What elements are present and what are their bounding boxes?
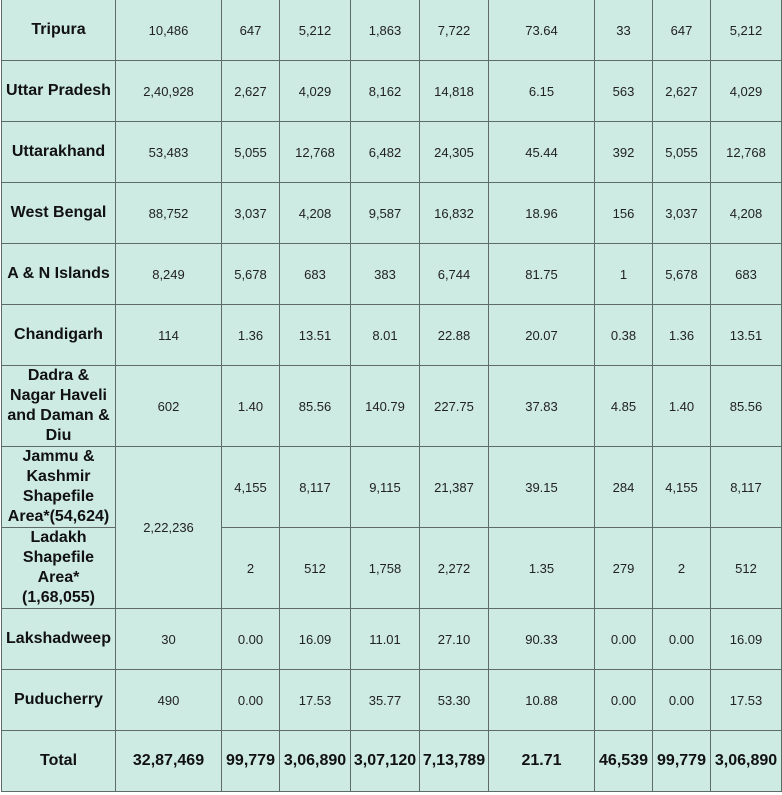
cell: 3,037 [653,183,711,244]
cell: 16,832 [420,183,489,244]
cell: 0.38 [595,305,653,366]
total-cell: 3,07,120 [351,731,420,792]
cell: 4.85 [595,366,653,447]
cell: 1.36 [653,305,711,366]
cell: 1.40 [222,366,280,447]
cell: 279 [595,528,653,609]
cell: 0.00 [595,670,653,731]
cell: 4,155 [653,447,711,528]
cell: 90.33 [489,609,595,670]
state-name: West Bengal [2,183,116,244]
cell: 9,115 [351,447,420,528]
total-cell: 46,539 [595,731,653,792]
cell: 683 [711,244,782,305]
cell: 45.44 [489,122,595,183]
total-cell: 21.71 [489,731,595,792]
cell: 8,117 [280,447,351,528]
cell: 8,162 [351,61,420,122]
cell: 11.01 [351,609,420,670]
cell: 2,40,928 [116,61,222,122]
state-name: Jammu & Kashmir Shapefile Area*(54,624) [2,447,116,528]
cell: 10,486 [116,0,222,61]
cell: 4,029 [711,61,782,122]
cell: 10.88 [489,670,595,731]
total-cell: 99,779 [653,731,711,792]
cell: 683 [280,244,351,305]
total-cell: 3,06,890 [280,731,351,792]
cell: 85.56 [280,366,351,447]
cell: 4,208 [280,183,351,244]
cell: 88,752 [116,183,222,244]
cell: 12,768 [711,122,782,183]
cell: 53,483 [116,122,222,183]
table-row [2,122,782,183]
cell: 5,212 [280,0,351,61]
cell: 85.56 [711,366,782,447]
cell: 35.77 [351,670,420,731]
cell: 0.00 [222,609,280,670]
state-name: Puducherry [2,670,116,731]
cell: 81.75 [489,244,595,305]
cell: 14,818 [420,61,489,122]
cell: 37.83 [489,366,595,447]
cell: 6.15 [489,61,595,122]
cell: 490 [116,670,222,731]
cell: 2 [653,528,711,609]
table-row [2,61,782,122]
total-label: Total [2,731,116,792]
cell: 1 [595,244,653,305]
cell: 17.53 [280,670,351,731]
cell: 563 [595,61,653,122]
table-row [2,366,782,447]
table-row [2,305,782,366]
table-row [2,183,782,244]
cell: 8,117 [711,447,782,528]
cell: 383 [351,244,420,305]
state-name: Tripura [2,0,116,61]
cell: 0.00 [653,609,711,670]
cell: 140.79 [351,366,420,447]
cell: 1.36 [222,305,280,366]
forest-cover-table [1,0,782,792]
state-name: Ladakh Shapefile Area* (1,68,055) [2,528,116,609]
cell: 392 [595,122,653,183]
state-name: Uttarakhand [2,122,116,183]
total-row [2,731,782,792]
cell: 16.09 [280,609,351,670]
table-row [2,670,782,731]
cell: 6,482 [351,122,420,183]
state-name: Uttar Pradesh [2,61,116,122]
cell: 20.07 [489,305,595,366]
cell: 9,587 [351,183,420,244]
cell: 602 [116,366,222,447]
cell: 13.51 [711,305,782,366]
cell: 21,387 [420,447,489,528]
cell: 24,305 [420,122,489,183]
cell: 114 [116,305,222,366]
cell: 0.00 [222,670,280,731]
cell: 2 [222,528,280,609]
cell: 33 [595,0,653,61]
cell: 27.10 [420,609,489,670]
cell: 512 [280,528,351,609]
cell: 647 [653,0,711,61]
table-row [2,244,782,305]
total-cell: 32,87,469 [116,731,222,792]
cell: 30 [116,609,222,670]
cell: 1,863 [351,0,420,61]
state-name: A & N Islands [2,244,116,305]
cell: 3,037 [222,183,280,244]
table-row [2,609,782,670]
cell: 8.01 [351,305,420,366]
cell: 2,627 [222,61,280,122]
total-cell: 99,779 [222,731,280,792]
cell: 73.64 [489,0,595,61]
total-cell: 7,13,789 [420,731,489,792]
cell: 5,212 [711,0,782,61]
cell: 7,722 [420,0,489,61]
table-row [2,0,782,61]
state-name: Chandigarh [2,305,116,366]
table-row [2,447,782,528]
cell: 227.75 [420,366,489,447]
cell: 2,272 [420,528,489,609]
cell: 8,249 [116,244,222,305]
cell: 647 [222,0,280,61]
cell: 4,155 [222,447,280,528]
cell: 284 [595,447,653,528]
cell: 12,768 [280,122,351,183]
cell: 4,208 [711,183,782,244]
cell: 5,055 [653,122,711,183]
cell: 1.40 [653,366,711,447]
state-name: Lakshadweep [2,609,116,670]
cell: 512 [711,528,782,609]
cell: 13.51 [280,305,351,366]
state-name: Dadra & Nagar Haveli and Daman & Diu [2,366,116,447]
cell: 1.35 [489,528,595,609]
cell: 156 [595,183,653,244]
cell: 0.00 [653,670,711,731]
cell: 22.88 [420,305,489,366]
cell: 17.53 [711,670,782,731]
shared-area-cell: 2,22,236 [116,447,222,609]
cell: 2,627 [653,61,711,122]
cell: 5,055 [222,122,280,183]
cell: 39.15 [489,447,595,528]
cell: 5,678 [653,244,711,305]
cell: 4,029 [280,61,351,122]
cell: 6,744 [420,244,489,305]
total-cell: 3,06,890 [711,731,782,792]
cell: 16.09 [711,609,782,670]
cell: 53.30 [420,670,489,731]
cell: 1,758 [351,528,420,609]
cell: 5,678 [222,244,280,305]
cell: 18.96 [489,183,595,244]
cell: 0.00 [595,609,653,670]
